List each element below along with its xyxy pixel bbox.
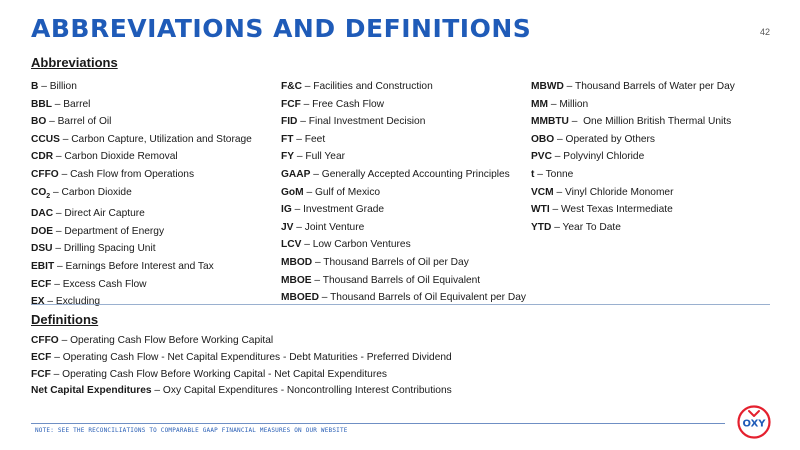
item-separator: – <box>293 221 305 233</box>
list-item <box>31 223 252 241</box>
list-item <box>281 254 526 272</box>
item-term: FT <box>281 133 294 145</box>
list-item <box>31 350 452 367</box>
item-term: CDR <box>31 151 54 163</box>
item-term: ECF <box>31 351 52 363</box>
item-term: GAAP <box>281 168 311 180</box>
item-separator: – <box>312 256 324 268</box>
item-term: MBOE <box>281 274 312 286</box>
abbreviations-column-1 <box>31 78 252 311</box>
item-term: BBL <box>31 98 52 110</box>
item-separator: – <box>303 186 315 198</box>
item-definition: Oxy Capital Expenditures - Noncontrolling Interest Contributions <box>162 385 452 397</box>
list-item <box>281 166 526 184</box>
list-item <box>281 131 526 149</box>
definitions-list <box>31 333 452 400</box>
list-item <box>531 148 735 166</box>
list-item <box>31 367 452 384</box>
item-separator: – <box>301 239 313 251</box>
list-item <box>281 96 526 114</box>
item-separator: – <box>549 204 561 216</box>
item-definition: Thousand Barrels of Water per Day <box>574 81 735 92</box>
list-item <box>281 272 526 290</box>
item-definition: Barrel <box>63 98 91 110</box>
item-definition: Excess Cash Flow <box>62 278 147 290</box>
item-definition: Gulf of Mexico <box>314 186 381 198</box>
item-separator: – <box>554 133 566 145</box>
list-item <box>531 96 735 114</box>
list-item <box>31 258 252 276</box>
item-definition: Earnings Before Interest and Tax <box>65 260 214 272</box>
abbreviations-column-3 <box>531 78 735 236</box>
item-separator: – <box>38 81 50 92</box>
item-term: PVC <box>531 151 552 163</box>
item-definition: Carbon Capture, Utilization and Storage <box>71 133 252 145</box>
list-item <box>531 219 735 237</box>
item-separator: – <box>291 204 304 216</box>
list-item <box>531 78 735 96</box>
item-separator: – <box>293 133 305 145</box>
item-term: CCUS <box>31 133 60 145</box>
item-term: CFFO <box>31 168 59 180</box>
item-definition: Facilities and Construction <box>313 81 433 92</box>
list-item <box>281 184 526 202</box>
item-definition: Cash Flow from Operations <box>70 168 195 180</box>
item-definition: Direct Air Capture <box>64 208 145 220</box>
item-separator: – <box>51 278 63 290</box>
list-item <box>281 236 526 254</box>
item-term: MBWD <box>531 81 564 92</box>
item-separator: – <box>318 292 331 304</box>
item-term: EBIT <box>31 260 55 272</box>
list-item <box>281 219 526 237</box>
item-term: FCF <box>281 98 301 110</box>
list-item <box>31 166 252 184</box>
item-definition: Low Carbon Ventures <box>312 239 411 251</box>
abbreviations-column-2 <box>281 78 526 307</box>
item-term: DAC <box>31 208 54 220</box>
logo-chevron <box>749 411 759 416</box>
item-definition: Feet <box>304 133 326 145</box>
item-definition: Operated by Others <box>565 133 656 145</box>
item-definition: Full Year <box>305 151 346 163</box>
item-separator: – <box>568 116 581 128</box>
item-separator: – <box>53 208 65 220</box>
list-item <box>31 96 252 114</box>
item-definition: Operating Cash Flow Before Working Capital <box>70 335 274 346</box>
item-term: DOE <box>31 225 54 237</box>
item-definition: Thousand Barrels of Oil Equivalent <box>322 274 481 286</box>
item-definition: West Texas Intermediate <box>561 204 673 216</box>
item-separator: – <box>553 186 565 198</box>
item-term: MBOED <box>281 292 319 304</box>
item-separator: – <box>534 168 546 180</box>
item-term: FCF <box>31 368 51 380</box>
item-term-subscript: 2 <box>46 192 51 200</box>
item-term: ECF <box>31 278 52 290</box>
list-item <box>531 184 735 202</box>
section-divider <box>31 304 770 305</box>
list-item <box>531 113 735 131</box>
list-item <box>31 78 252 96</box>
item-separator: – <box>297 116 309 128</box>
item-separator: – <box>311 274 323 286</box>
footer-rule <box>31 423 725 424</box>
item-term: JV <box>281 221 294 233</box>
item-definition: Barrel of Oil <box>57 116 112 128</box>
item-definition: Million <box>559 98 589 110</box>
list-item <box>31 184 252 206</box>
item-definition: Operating Cash Flow - Net Capital Expenditures - Debt Maturities - Preferred Dividend <box>62 351 452 363</box>
item-definition: Generally Accepted Accounting Principles <box>321 168 510 180</box>
item-term: IG <box>281 204 292 216</box>
item-term: MMBTU <box>531 116 569 128</box>
item-separator: – <box>44 296 56 308</box>
item-separator: – <box>50 186 62 198</box>
logo-text: OXY <box>742 418 766 430</box>
oxy-logo <box>736 404 772 440</box>
list-item <box>31 333 452 350</box>
item-separator: – <box>294 151 306 163</box>
item-term: CFFO <box>31 335 59 346</box>
list-item <box>31 240 252 258</box>
item-term: MBOD <box>281 256 313 268</box>
item-definition: Thousand Barrels of Oil Equivalent per Day <box>330 292 527 304</box>
item-term: YTD <box>531 221 552 233</box>
item-definition: One Million British Thermal Units <box>580 116 732 128</box>
item-separator: – <box>563 81 575 92</box>
list-item <box>281 201 526 219</box>
item-term: LCV <box>281 239 302 251</box>
item-definition: Drilling Spacing Unit <box>63 243 156 255</box>
item-definition: Operating Cash Flow Before Working Capital - Net Capital Expenditures <box>62 368 387 380</box>
item-definition: Thousand Barrels of Oil per Day <box>323 256 469 268</box>
item-separator: – <box>54 260 66 272</box>
item-term: CO <box>31 186 47 198</box>
item-term: F&C <box>281 81 302 92</box>
item-definition: Carbon Dioxide <box>61 186 132 198</box>
list-item <box>31 113 252 131</box>
item-term: GoM <box>281 186 304 198</box>
item-separator: – <box>551 221 563 233</box>
item-separator: – <box>551 151 564 163</box>
footer-note: NOTE: SEE THE RECONCILIATIONS TO COMPARABLE GAAP FINANCIAL MEASURES ON OUR WEBSITE <box>35 427 348 434</box>
list-item <box>531 201 735 219</box>
item-separator: – <box>52 243 64 255</box>
item-definition: Investment Grade <box>303 204 385 216</box>
definitions-heading: Definitions <box>31 312 99 327</box>
item-definition: Tonne <box>545 168 574 180</box>
item-separator: – <box>151 385 163 397</box>
item-separator: – <box>51 98 64 110</box>
list-item <box>31 205 252 223</box>
item-separator: – <box>53 225 65 237</box>
item-term: EX <box>31 296 45 308</box>
list-item <box>31 276 252 294</box>
list-item <box>31 131 252 149</box>
item-separator: – <box>58 335 71 346</box>
item-definition: Department of Energy <box>64 225 165 237</box>
item-separator: – <box>50 368 63 380</box>
item-separator: – <box>300 98 313 110</box>
abbreviations-heading: Abbreviations <box>31 55 118 70</box>
list-item <box>281 148 526 166</box>
item-separator: – <box>46 116 58 128</box>
item-separator: – <box>51 351 63 363</box>
item-term: MM <box>531 98 548 110</box>
item-term: WTI <box>531 204 550 216</box>
item-definition: Carbon Dioxide Removal <box>64 151 178 163</box>
item-definition: Excluding <box>55 296 101 308</box>
item-definition: Free Cash Flow <box>312 98 385 110</box>
page-title: ABBREVIATIONS AND DEFINITIONS <box>31 14 532 43</box>
item-term: FID <box>281 116 298 128</box>
item-separator: – <box>58 168 71 180</box>
item-separator: – <box>547 98 560 110</box>
item-definition: Final Investment Decision <box>308 116 426 128</box>
item-term: OBO <box>531 133 555 145</box>
page-number: 42 <box>759 27 770 37</box>
list-item <box>281 113 526 131</box>
item-separator: – <box>310 168 322 180</box>
list-item <box>281 78 526 96</box>
item-definition: Billion <box>49 81 77 92</box>
item-term: DSU <box>31 243 53 255</box>
item-definition: Year To Date <box>562 221 621 233</box>
item-definition: Joint Venture <box>304 221 365 233</box>
item-separator: – <box>53 151 65 163</box>
item-definition: Polyvinyl Chloride <box>563 151 645 163</box>
item-term: t <box>531 168 535 180</box>
item-term: BO <box>31 116 47 128</box>
item-term: VCM <box>531 186 554 198</box>
item-definition: Vinyl Chloride Monomer <box>564 186 674 198</box>
list-item <box>31 148 252 166</box>
list-item <box>531 166 735 184</box>
list-item <box>31 293 252 311</box>
list-item <box>31 383 452 400</box>
item-term: B <box>31 81 39 92</box>
list-item <box>531 131 735 149</box>
item-term: Net Capital Expenditures <box>31 385 152 397</box>
item-term: FY <box>281 151 295 163</box>
item-separator: – <box>59 133 72 145</box>
item-separator: – <box>301 81 314 92</box>
